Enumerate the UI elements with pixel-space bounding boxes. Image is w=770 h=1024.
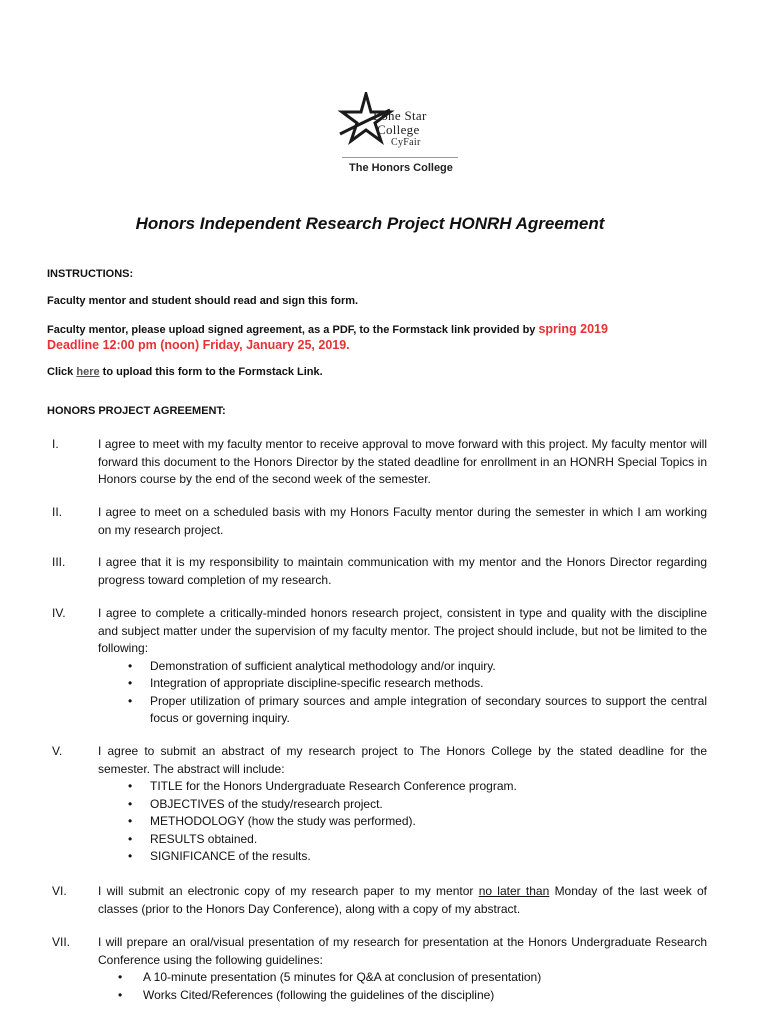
department-name: The Honors College — [349, 162, 453, 174]
bullet-list — [98, 778, 707, 866]
upload-text: to upload this form to the Formstack Link. — [102, 366, 323, 378]
semester-label: spring 2019 — [538, 322, 608, 336]
list-item: • A 10-minute presentation (5 minutes for Q&A at conclusion of presentation) — [98, 969, 707, 987]
college-name-line2: College — [377, 122, 420, 137]
upload-instruction — [47, 366, 323, 378]
item-text: I will prepare an oral/visual presentation of my research for presentation at the Honors Undergraduate Research Conference using the following guidelines: — [98, 935, 707, 967]
item-number: IV. — [52, 606, 66, 620]
list-item: • RESULTS obtained. — [98, 831, 707, 849]
item-text: I agree to meet on a scheduled basis with my Honors Faculty mentor during the semester in which I am working on my research project. — [98, 505, 707, 537]
list-item: • TITLE for the Honors Undergraduate Research Conference program. — [98, 778, 707, 796]
emphasis-no-later-than: no later than — [478, 884, 550, 898]
bullet-icon: • — [128, 779, 133, 793]
list-item: • Works Cited/References (following the guidelines of the discipline) — [98, 987, 707, 1005]
bullet-icon: • — [118, 970, 123, 984]
item-content — [98, 605, 707, 728]
bullet-list — [98, 658, 707, 728]
item-number: III. — [52, 555, 66, 569]
list-item: • METHODOLOGY (how the study was performed). — [98, 813, 707, 831]
bullet-icon: • — [128, 814, 133, 828]
bullet-icon: • — [128, 676, 133, 690]
college-name-line1: Lone Star — [373, 108, 427, 123]
instructions-heading: INSTRUCTIONS: — [47, 268, 134, 280]
list-item: • Demonstration of sufficient analytical methodology and/or inquiry. — [98, 658, 707, 676]
list-item: • SIGNIFICANCE of the results. — [98, 848, 707, 866]
page-title: Honors Independent Research Project HONRH Agreement — [135, 214, 605, 233]
item-content — [98, 743, 707, 866]
bullet-icon: • — [128, 796, 133, 811]
list-item: • Integration of appropriate discipline-specific research methods. — [98, 675, 707, 693]
bullet-icon: • — [118, 987, 123, 1002]
click-text: Click — [47, 366, 74, 378]
bullet-icon: • — [128, 658, 133, 673]
bullet-icon: • — [128, 831, 133, 846]
logo-divider — [342, 157, 458, 158]
item-text: I agree to submit an abstract of my research project to The Honors College by the stated deadline for the semester. The abstract will include: — [98, 744, 707, 776]
deadline-text: Deadline 12:00 pm (noon) Friday, January 25, 2019. — [47, 338, 350, 352]
item-number: VI. — [52, 884, 67, 898]
item-text: I will submit an electronic copy of my research paper to my mentor no later than Monday of the last week of classes (prior to the Honors Day Conference), along with a copy of my abstract. — [98, 884, 707, 916]
instructions-line-1: Faculty mentor and student should read and sign this form. — [47, 295, 359, 307]
item-number: V. — [52, 744, 63, 758]
instructions-line-2-text: Faculty mentor, please upload signed agreement, as a PDF, to the Formstack link provided by — [47, 324, 536, 336]
bullet-icon: • — [128, 849, 133, 863]
item-content — [98, 934, 707, 1004]
agreement-heading: HONORS PROJECT AGREEMENT: — [47, 405, 226, 417]
list-item: • Proper utilization of primary sources and ample integration of secondary sources to support the central focus or governing inquiry. — [128, 693, 707, 725]
item-number: VII. — [52, 935, 71, 949]
bullet-list — [98, 969, 707, 1004]
item-text: I agree that it is my responsibility to maintain communication with my mentor and the Honors Director regarding progress toward completion of my research. — [98, 555, 707, 587]
bullet-icon: • — [128, 693, 133, 708]
instructions-line-2 — [47, 322, 608, 336]
list-item: • OBJECTIVES of the study/research project. — [98, 796, 707, 814]
college-name — [373, 109, 427, 149]
item-text: I agree to meet with my faculty mentor to receive approval to move forward with this project. My faculty mentor will forward this document to the Honors Director by the stated deadline for enrollment in an HONRH Special Topics in Honors course by the end of the second week of the semester. — [98, 437, 707, 486]
item-text: I agree to complete a critically-minded honors research project, consistent in type and quality with the discipline and subject matter under the supervision of my faculty mentor. The project should include, but not be limited to the following: — [98, 606, 707, 655]
item-number: II. — [52, 505, 63, 519]
college-name-line3: CyFair — [391, 137, 421, 148]
formstack-link[interactable]: here — [76, 366, 100, 378]
item-number: I. — [52, 437, 59, 451]
